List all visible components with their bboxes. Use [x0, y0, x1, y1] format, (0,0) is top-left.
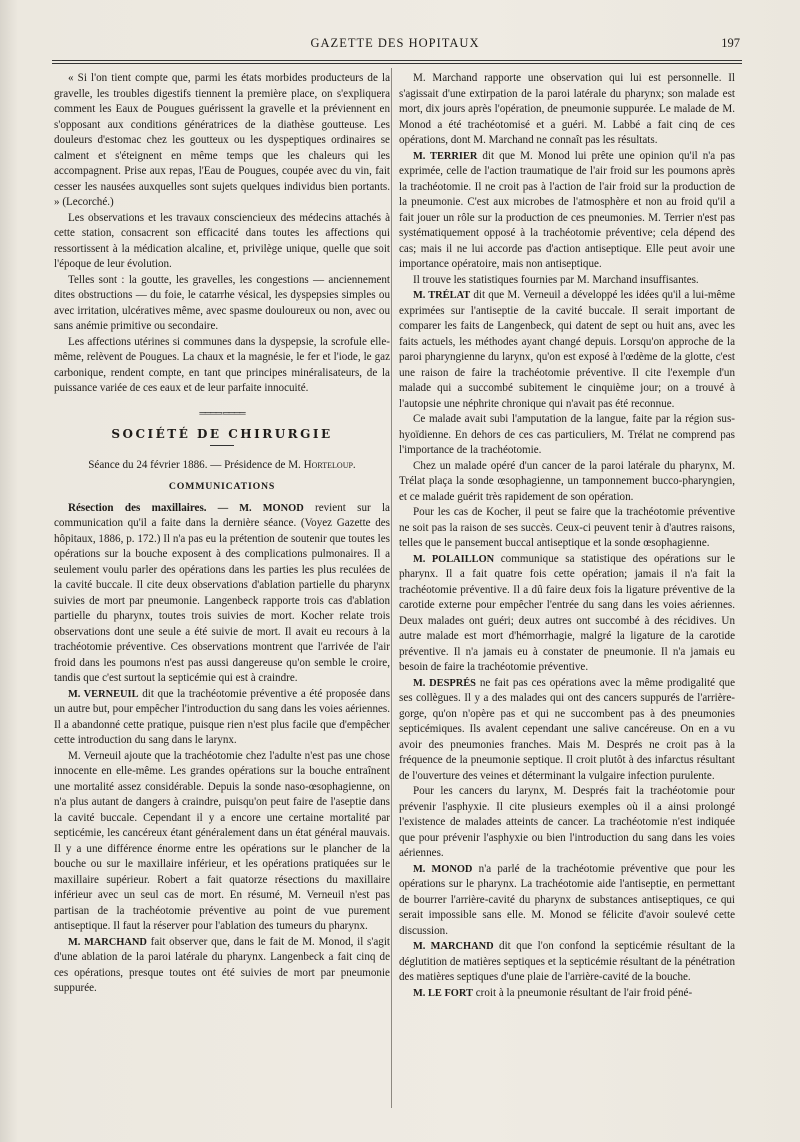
paragraph: Les observations et les travaux consciencieux des médecins attachés à cette station, consacrent son efficacité dans toutes les affections qui ressortissent à la médication alcaline, et, privilège unique, quelle que soit l'époque de leur évolution. [54, 211, 390, 270]
paragraph: Chez un malade opéré d'un cancer de la paroi latérale du pharynx, M. Trélat plaça la sonde œsophagienne, un tamponnement bucco-pharyngien, et ce malade guérit très rapidement de son opération. [399, 459, 735, 503]
section-ornament: ════◦════ [199, 407, 245, 418]
speaker-name: M. TRÉLAT [413, 290, 471, 301]
right-column [399, 71, 735, 1001]
paragraph-text: ne fait pas ces opérations avec la même prodigalité que ses collègues. Il y a des malades qui ont des cancers suppurés de l'arrière-gorge, qu'on n'opère pas et qui ne succombent pas à des pneumonies septicémiques. Ils avalent cependant une salive cancéreuse. On en a vu avoir des pneumonies franches. Mais M. Després ne croit pas à la fréquence de la pneumonie septique. Il croit plutôt à des infarctus résultant de l'ouverture des veines et déterminant la vulgaire infection purulente. [399, 676, 735, 782]
run-in-heading: Résection des maxillaires. [68, 501, 207, 514]
speaker-name: M. VERNEUIL [68, 688, 139, 700]
speaker-name: M. LE FORT [413, 987, 473, 999]
journal-title: GAZETTE DES HOPITAUX [310, 36, 480, 50]
speaker-name: — M. MONOD [206, 502, 304, 514]
paragraph: Pour les cancers du larynx, M. Després fait la trachéotomie pour prévenir l'asphyxie. Il cite plusieurs exemples où il a ainsi prolongé l'existence de malades atteints de cancer. La trachéotomie n'est indiquée que pour prévenir l'asphyxie ou bien l'introduction du sang dans les voies aériennes. [399, 785, 735, 859]
speaker-name: M. DESPRÉS [413, 677, 476, 689]
paragraph-text: dit que M. Verneuil a développé les idées qu'il a lui-même exprimées sur l'antiseptie de la cavité buccale. Il serait important de comparer les faits de Langenbeck, qui datent de sept ou huit ans, avec les faits actuels, les méthodes ayant changé depuis. Lorsqu'on approche de la paroi pharyngienne du larynx, qu'on est exposé à l'œdème de la glotte, c'est une raison de faire la trachéotomie préventive. Il cite l'exemple d'un malade qui a succombé subitement le cinquième jour; on a trouvé à l'autopsie une néphrite chronique qui n'avait pas été reconnue. [399, 289, 736, 410]
header-rule [52, 63, 742, 64]
section-title: SOCIÉTÉ DE CHIRURGIE [111, 427, 333, 441]
paragraph [399, 986, 735, 1002]
paragraph: M. Verneuil ajoute que la trachéotomie chez l'adulte n'est pas une chose innocente en elle-même. Les grandes opérations sur la bouche entraînent une mortalité assez considérable. Depuis la sonde naso-œsophagienne, on n'a plus autant de dangers à craindre, puisqu'on peut faire de l'aseptie dans la cavité buccale. Cependant il y a encore une certaine mortalité par septicémie, les cancéreux étant généralement dans un état général mauvais. Il y a une différence énorme entre les opérations sur le plancher de la bouche ou sur le maxillaire inférieur, et les opérations pratiquées sur le maxillaire supérieur. Robert a fait quatorze résections du maxillaire inférieur avec un seul cas de mort. En résumé, M. Verneuil n'est pas partisan de la trachéotomie préventive au point de vue purement antiseptique. Il faut la réserver pour l'ablation des tumeurs du pharynx. [54, 749, 390, 932]
left-column [54, 71, 390, 997]
paragraph [54, 501, 390, 687]
speaker-name: M. TERRIER [413, 150, 478, 162]
paragraph [399, 676, 735, 785]
session-president: Horteloup. [303, 458, 356, 471]
paragraph [54, 687, 390, 749]
paragraph [399, 939, 735, 986]
paragraph-text: dit que M. Monod lui prête une opinion qu'il n'a pas exprimée, celle de l'action traumatique de l'air froid sur les poumons après la trachéotomie. Il ne croit pas à l'action de l'air froid sur la production de la pneumonie. C'est aux microbes de l'atmosphère et non au froid qu'il a fait jouer un rôle sur la production de ces pneumonies. M. Terrier n'est pas systématiquement opposé à la trachéotomie préventive; cela dépend des cas; mais il ne lui accorde pas d'action antiseptique. Elle peut avoir une importance opératoire, mais non antiseptique. [399, 149, 735, 270]
paragraph: M. Marchand rapporte une observation qui lui est personnelle. Il s'agissait d'une extirpation de la paroi latérale du pharynx; son malade est mort, dix jours après l'opération, de pneumonie suppurée. Le malade de M. Monod a été trachéotomisé et a guéri. M. Labbé a fait cinq de ces opérations, dont M. Marchand ne connaît pas les résultats. [399, 72, 735, 146]
paragraph [399, 862, 735, 940]
speaker-name: M. MARCHAND [68, 936, 147, 948]
paragraph-text: dit que la trachéotomie préventive a été proposée dans un autre but, pour empêcher l'introduction du sang dans les voies aériennes. Il a abandonné cette pratique, puisque rien n'est plus facile que d'empêcher cette introduction du sang dans le larynx. [54, 687, 391, 746]
paragraph: « Si l'on tient compte que, parmi les états morbides producteurs de la gravelle, les troubles digestifs tiennent la première place, on s'expliquera comment les Eaux de Pougues guérissent la gravelle et la préviennent en s'opposant aux conditions génératrices de la diathèse goutteuse. Les douleurs d'estomac chez les goutteux ou les dyspeptiques ordinaires se calment et s'éteignent en même temps que les chaleurs qui les accompagnent. Prise aux repas, l'Eau de Pougues, coupée avec du vin, fait cesser les nausées auxquelles sont sujets quelques individus bien portants. » (Lecorché.) [54, 72, 390, 208]
paragraph [399, 552, 735, 676]
paragraph-text: dit que l'on confond la septicémie résultant de la déglutition de matières septiques et la septicémie résultant de la pénétration des matières septiques d'une plaie de l'arrière-cavité de la bouche. [399, 940, 735, 983]
page-number: 197 [721, 36, 740, 50]
speaker-name: M. MARCHAND [413, 941, 494, 952]
speaker-name: M. POLAILLON [413, 553, 495, 565]
paragraph-text: revient sur la communication qu'il a faite dans la dernière séance. (Voyez Gazette des hôpitaux, 1886, p. 172.) Il n'a pas eu la prétention de soutenir que toutes les opérations sur la bouche exposent à des complications pulmonaires. Il a seulement voulu parler des opérations dans les parties les plus reculées de la cavité buccale. Il cite deux observations d'ablation partielle du pharynx suivies de mort par pneumonie. Langenbeck rapporte trois cas d'ablation partielle du pharynx, toutes trois suivies de mort. Kocher relate trois observations dont une seule a été suivie de mort. Il avait eu recours à la trachéotomie préventive. Ces observations montrent que l'arrivée de l'air froid dans les poumons n'est pas aussi dangereuse qu'on semble le croire, tandis que c'est surtout la septicémie qui est à craindre. [54, 501, 390, 684]
page-header [50, 36, 740, 56]
paragraph-text: communique sa statistique des opérations sur le pharynx. Il a fait quatre fois cette opération; jamais il n'a fait la trachéotomie préventive. Il a dû faire deux fois la ligature préventive de la carotide externe pour empêcher l'entrée du sang dans les voies aériennes. Deux malades ont guéri; deux autres ont succombé à des récidives. Un autre malade est mort d'hémorrhagie, malgré la ligature de la carotide préventive. Il n'a jamais eu à constater de pneumonie. Il n'a jamais eu besoin de faire la trachéotomie préventive. [399, 552, 735, 673]
paragraph-text: croit à la pneumonie résultant de l'air froid péné- [472, 986, 693, 999]
paragraph: Pour les cas de Kocher, il peut se faire que la trachéotomie préventive ne soit pas la raison de ses succès. Ceux-ci peuvent tenir à d'autres raisons, telles que le pansement buccal antiseptique et la sonde œsophagienne. [399, 506, 735, 549]
paragraph: Il trouve les statistiques fournies par M. Marchand insuffisantes. [413, 273, 699, 286]
session-text: Séance du 24 février 1886. — Présidence de M. [88, 458, 301, 471]
paragraph [399, 149, 735, 273]
paragraph: Les affections utérines si communes dans la dyspepsie, la scrofule elle-même, relèvent de Pougues. La chaux et la magnésie, le fer et l'iode, le gaz carbonique, rendent compte, en tant que principes minéralisateurs, de la puissance variée de ces eaux et de leur parfaite innocuité. [54, 335, 390, 394]
paragraph [54, 935, 390, 997]
header-rule [52, 60, 742, 61]
title-rule [210, 445, 234, 446]
paragraph [399, 288, 735, 412]
session-line [54, 458, 390, 474]
paragraph: Telles sont : la goutte, les gravelles, les congestions — anciennement dites obstructions — du foie, le catarrhe vésical, les dyspepsies simples ou avec irritation, ulcératives même, avec spasme douloureux ou non, avec ou sans anémie primitive ou secondaire. [54, 273, 390, 332]
paragraph-text: n'a parlé de la trachéotomie préventive que pour les opérations sur le pharynx. La trachéotomie aide l'antiseptie, en permettant de bourrer l'arrière-cavité du pharynx de substances antiseptiques, ce qui serait impossible sans elle. M. Monod se félicite d'avoir soulevé cette discussion. [399, 862, 735, 937]
paragraph-text: fait observer que, dans le fait de M. Monod, il s'agit d'une ablation de la paroi latérale du pharynx. Langenbeck a fait cinq de ces opérations, presque toutes ont été suivies de mort par pneumonie suppurée. [54, 935, 390, 994]
column-divider [391, 68, 392, 1108]
communications-heading: COMMUNICATIONS [168, 481, 276, 492]
paragraph: Ce malade avait subi l'amputation de la langue, faite par la région sus-hyoïdienne. En dehors de ces cas particuliers, M. Trélat ne comprend pas l'importance de la trachéotomie. [399, 413, 735, 456]
speaker-name: M. MONOD [413, 863, 473, 875]
